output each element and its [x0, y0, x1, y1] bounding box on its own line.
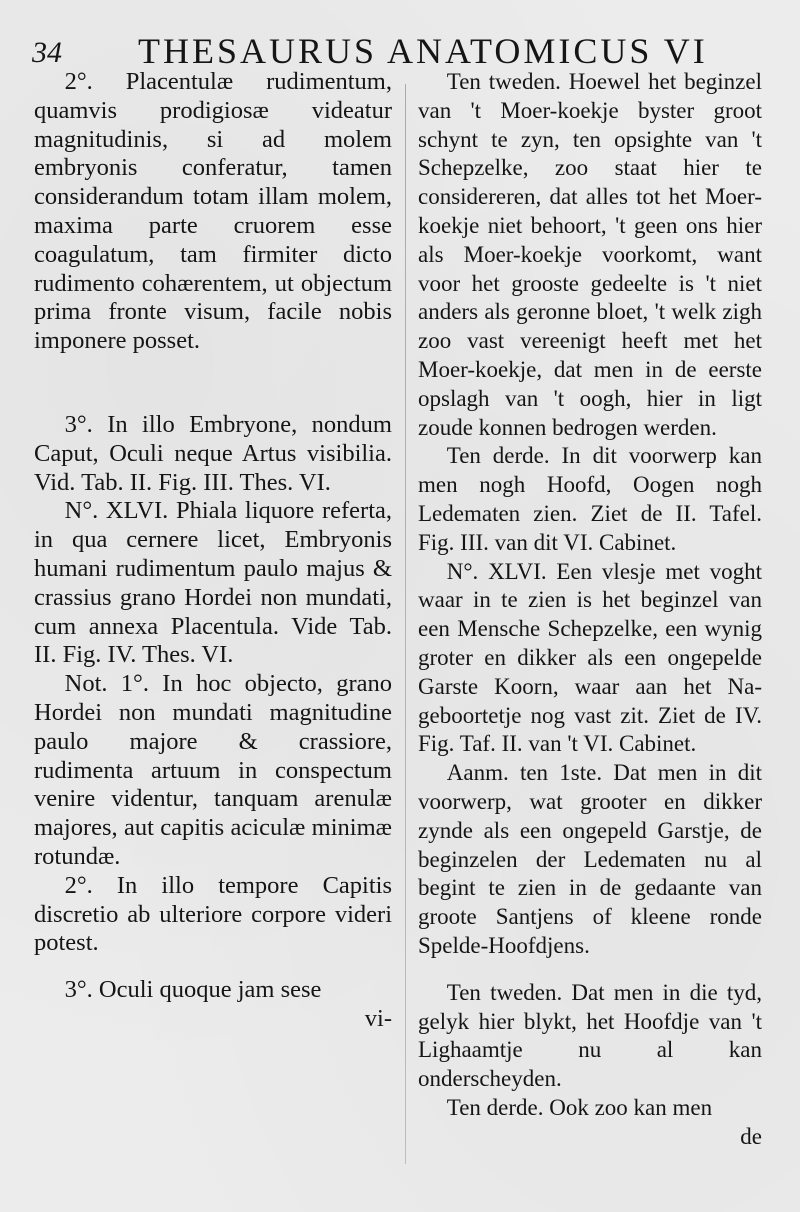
- page-header: [30, 28, 740, 72]
- page-number: 34: [32, 36, 62, 69]
- dutch-paragraph-ten-derde: Ten derde. In dit voorwerp kan men nogh Hoofd, Oogen nogh Ledematen zien. Ziet de II. Tafel. Fig. III. van dit VI. Cabinet.: [418, 443, 762, 555]
- dutch-column: [418, 68, 762, 1151]
- latin-column: [34, 68, 392, 1034]
- latin-catchword: vi-: [364, 1004, 392, 1032]
- dutch-paragraph-no-xlvi: N°. XLVI. Een vlesje met voght waar in te zien is het beginzel van een Mensche Schepzelke, een wynig groter en dikker als een ongepelde Garste Koorn, waar aan het Na-geboortetje nog vast zit. Ziet de IV. Fig. Taf. II. van 't VI. Cabinet.: [418, 558, 762, 757]
- latin-paragraph-embryo: 3°. In illo Embryone, nondum Caput, Oculi neque Artus visibilia. Vid. Tab. II. Fig. III. Thes. VI.: [34, 410, 392, 496]
- latin-paragraph-note-1: Not. 1°. In hoc objecto, grano Hordei non mundati magnitudine paulo majore & crassiore, rudimenta artuum in conspectum venire videntur, tanquam arenulæ majores, aut capitis aciculæ minimæ rotundæ.: [34, 670, 392, 870]
- latin-paragraph-note-3: 3°. Oculi quoque jam sese: [64, 976, 322, 1004]
- latin-paragraph-placentula: 2°. Placentulæ rudimentum, quamvis prodigiosæ videatur magnitudinis, si ad molem embryonis conferatur, tamen considerandum totam illam molem, maxima parte cruorem esse coagulatum, tam firmiter dicto rudimento cohærentem, ut objectum prima fronte visum, facile nobis imponere posset.: [34, 68, 392, 355]
- running-title: THESAURUS ANATOMICUS VI: [138, 31, 708, 71]
- dutch-paragraph-aanm-2: Ten tweden. Dat men in die tyd, gelyk hier blykt, het Hoofdje van 't Lighaamtje nu al kan onderscheyden.: [418, 979, 762, 1092]
- latin-paragraph-no-xlvi: N°. XLVI. Phiala liquore referta, in qua cernere licet, Embryonis humani rudimentum paulo majus & crassius grano Hordei non mundati, cum annexa Placentula. Vide Tab. II. Fig. IV. Thes. VI.: [34, 497, 392, 669]
- column-divider: [405, 84, 406, 1164]
- dutch-paragraph-aanm-1: Aanm. ten 1ste. Dat men in dit voorwerp, wat grooter en dikker zynde als een ongepeld Garstje, de beginzelen der Ledematen nu al begint te zien in de gedaante van groote Santjens of kleene ronde Spelde-Hoofdjens.: [418, 760, 762, 958]
- dutch-paragraph-moer-koekje: Ten tweden. Hoewel het beginzel van 't Moer-koekje byster groot schynt te zyn, ten opsighte van 't Schepzelke, zoo staat hier te considereren, dat alles tot het Moer-koekje niet behoort, 't geen ons hier als Moer-koekje voorkomt, want voor het grooste gedeelte is 't niet anders als geronne bloet, 't welk zigh zoo vast vereenigt heeft met het Moer-koekje, dat men in de eerste opslagh van 't oogh, hier in ligt zoude konnen bedrogen werden.: [418, 69, 762, 440]
- dutch-catchword: de: [740, 1123, 762, 1149]
- dutch-paragraph-aanm-3: Ten derde. Ook zoo kan men: [446, 1094, 713, 1120]
- latin-paragraph-note-2: 2°. In illo tempore Capitis discretio ab ulteriore corpore videri potest.: [34, 871, 392, 957]
